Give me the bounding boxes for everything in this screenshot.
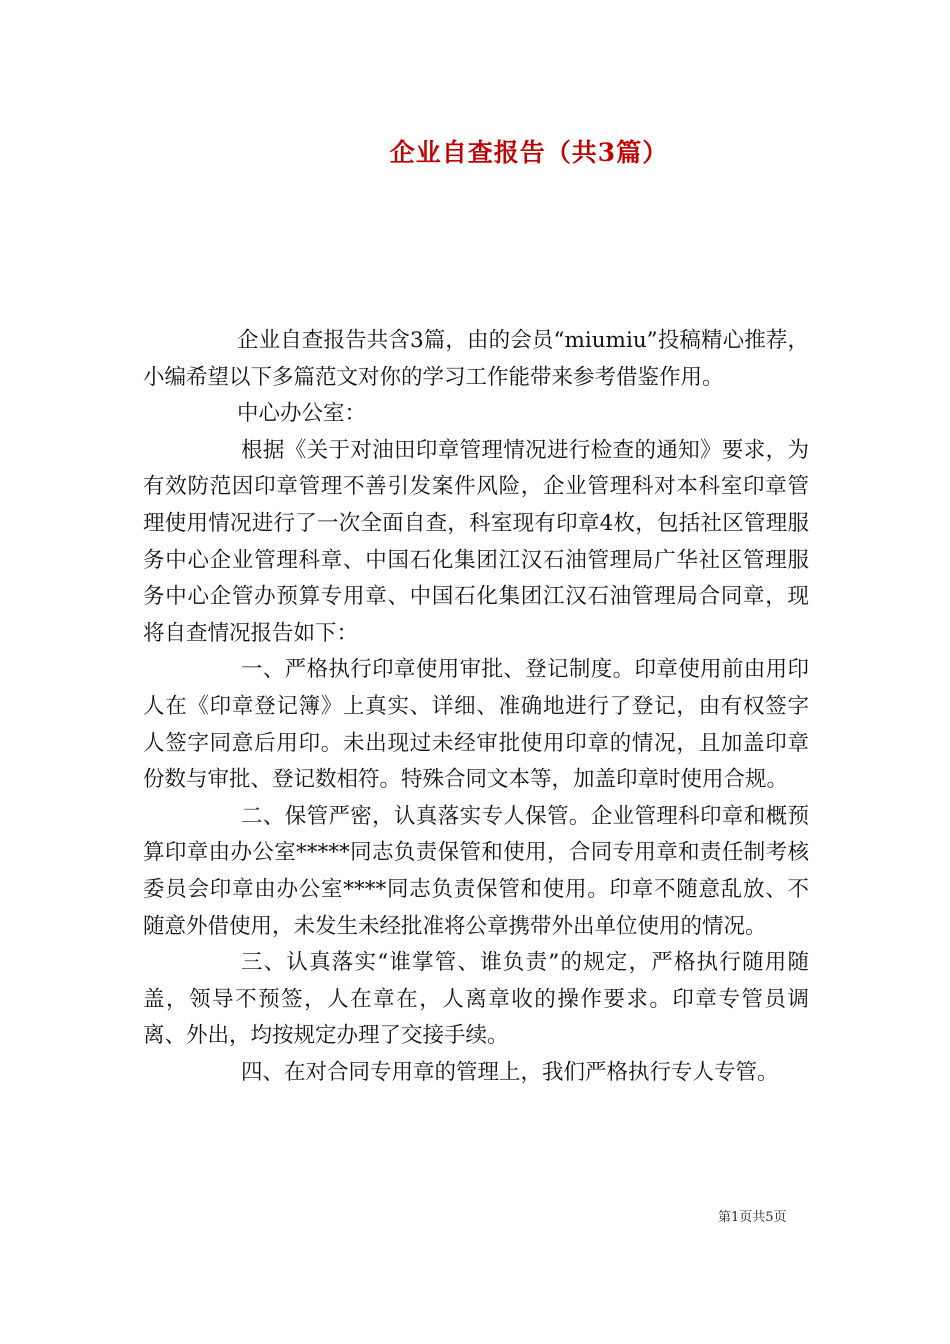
section-three-paragraph: 三、认真落实“谁掌管、谁负责”的规定，严格执行随用随盖，领导不预签，人在章在，人离章收的操作要求。印章专管员调离、外出，均按规定办理了交接手续。 [143,950,809,1049]
page-number-footer: 第1页共5页 [718,1210,787,1225]
intro-paragraph: 企业自查报告共含3篇，由的会员“miumiu”投稿精心推荐，小编希望以下多篇范文对你的学习工作能带来参考借鉴作用。 [143,328,809,390]
opening-paragraph: 根据《关于对油田印章管理情况进行检查的通知》要求，为有效防范因印章管理不善引发案件风险，企业管理科对本科室印章管理使用情况进行了一次全面自查，科室现有印章4枚，包括社区管理服务中心企业管理科章、中国石化集团江汉石油管理局广华社区管理服务中心企管办预算专用章、中国石化集团江汉石油管理局合同章，现将自查情况报告如下： [143,437,809,646]
document-title: 企业自查报告（共3篇） [389,138,669,167]
section-two-paragraph: 二、保管严密，认真落实专人保管。企业管理科印章和概预算印章由办公室*****同志负责保管和使用，合同专用章和责任制考核委员会印章由办公室****同志负责保管和使用。印章不随意乱放、不随意外借使用，未发生未经批准将公章携带外出单位使用的情况。 [143,803,809,939]
section-one-paragraph: 一、严格执行印章使用审批、登记制度。印章使用前由用印人在《印章登记簿》上真实、详细、准确地进行了登记，由有权签字人签字同意后用印。未出现过未经审批使用印章的情况，且加盖印章份数与审批、登记数相符。特殊合同文本等，加盖印章时使用合规。 [143,657,809,793]
document-body [143,323,809,1091]
salutation: 中心办公室： [237,401,367,427]
section-four-paragraph: 四、在对合同专用章的管理上，我们严格执行专人专管。 [241,1059,779,1085]
